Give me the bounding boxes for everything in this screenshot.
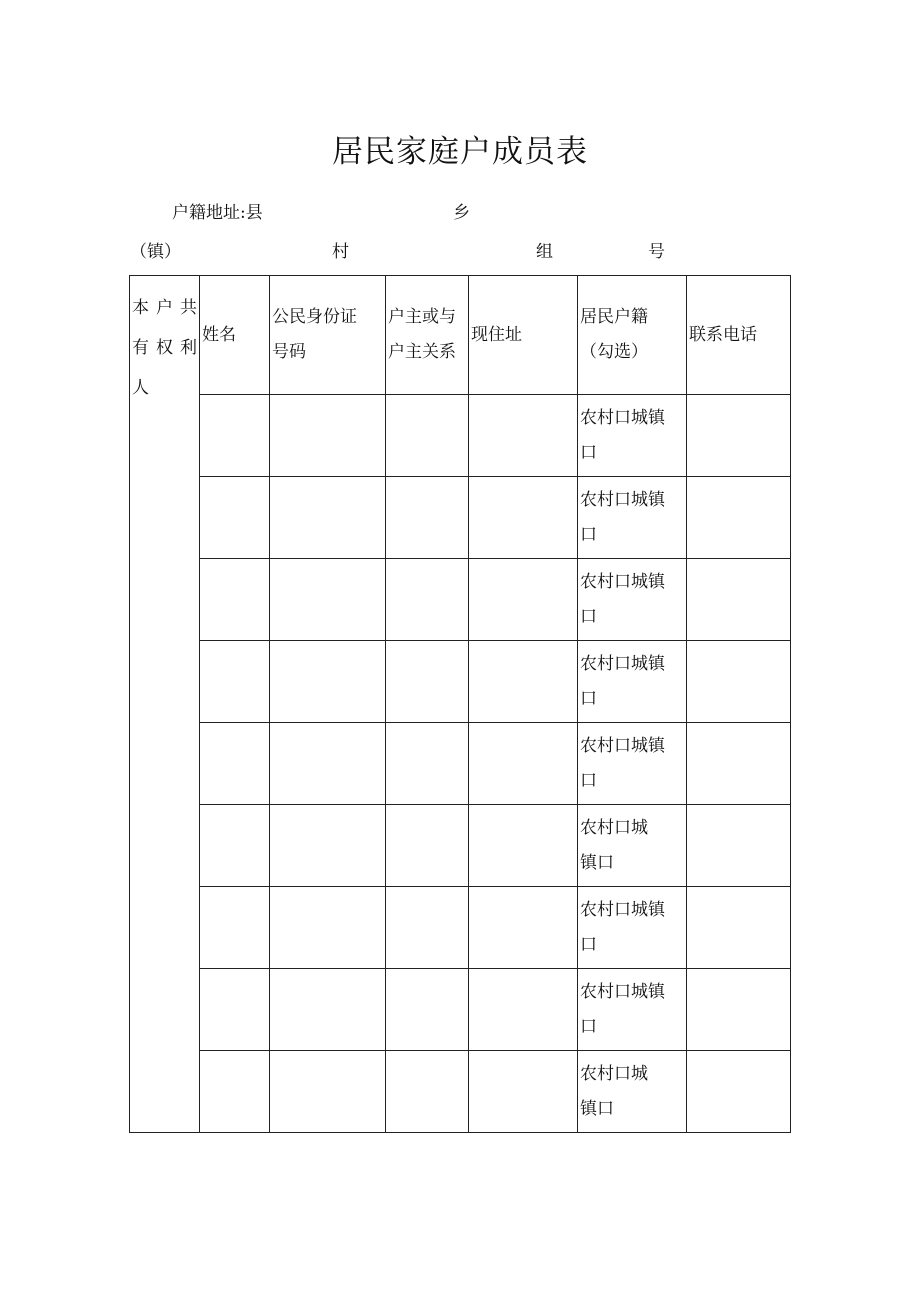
address-cell[interactable] — [469, 1051, 578, 1133]
relation-cell[interactable] — [386, 641, 469, 723]
header-address-text: 现住址 — [471, 324, 522, 345]
address-cun: 村 — [332, 242, 349, 262]
phone-cell[interactable] — [687, 477, 791, 559]
address-cell[interactable] — [469, 723, 578, 805]
header-relation — [386, 276, 469, 395]
hukou-choice-cell[interactable] — [578, 723, 687, 805]
id-number-cell[interactable] — [270, 477, 386, 559]
hukou-choice-line-1: 农村口城镇 — [580, 407, 665, 428]
owner-line-1: 本户共 — [132, 298, 197, 318]
header-hukou-line-2: （勾选） — [580, 342, 648, 362]
id-number-cell[interactable] — [270, 1051, 386, 1133]
id-number-cell[interactable] — [270, 969, 386, 1051]
hukou-choice-line-1: 农村口城 — [580, 1063, 648, 1084]
phone-cell[interactable] — [687, 1051, 791, 1133]
name-cell[interactable] — [200, 969, 270, 1051]
header-name-text: 姓名 — [202, 324, 236, 345]
relation-cell[interactable] — [386, 559, 469, 641]
hukou-choice-line-2: 口 — [580, 934, 597, 955]
id-number-cell[interactable] — [270, 887, 386, 969]
address-zhen: （镇） — [130, 242, 181, 262]
hukou-choice-cell[interactable] — [578, 969, 687, 1051]
header-hukou — [578, 276, 687, 395]
owner-line-2: 有权利 — [132, 338, 197, 358]
phone-cell[interactable] — [687, 805, 791, 887]
phone-cell[interactable] — [687, 641, 791, 723]
header-row — [130, 276, 791, 395]
address-hao: 号 — [648, 242, 665, 262]
header-hukou-line-1: 居民户籍 — [580, 307, 648, 327]
header-address — [469, 276, 578, 395]
hukou-choice-line-2: 口 — [580, 688, 597, 709]
name-cell[interactable] — [200, 1051, 270, 1133]
page-title: 居民家庭户成员表 — [332, 134, 588, 170]
hukou-choice-cell[interactable] — [578, 395, 687, 477]
name-cell[interactable] — [200, 395, 270, 477]
address-cell[interactable] — [469, 477, 578, 559]
phone-cell[interactable] — [687, 559, 791, 641]
relation-cell[interactable] — [386, 395, 469, 477]
hukou-choice-line-2: 口 — [580, 606, 597, 627]
relation-cell[interactable] — [386, 723, 469, 805]
table-row — [130, 1051, 791, 1133]
table-row — [130, 723, 791, 805]
id-number-cell[interactable] — [270, 805, 386, 887]
table-row — [130, 805, 791, 887]
hukou-choice-cell[interactable] — [578, 805, 687, 887]
table-row — [130, 887, 791, 969]
id-number-cell[interactable] — [270, 641, 386, 723]
table-row — [130, 641, 791, 723]
hukou-choice-cell[interactable] — [578, 477, 687, 559]
address-zu: 组 — [536, 242, 553, 262]
relation-cell[interactable] — [386, 969, 469, 1051]
header-name — [200, 276, 270, 395]
hukou-choice-line-2: 口 — [580, 1016, 597, 1037]
hukou-choice-line-2: 口 — [580, 770, 597, 791]
address-xiang: 乡 — [453, 203, 470, 223]
header-relation-line-2: 户主关系 — [388, 342, 456, 362]
id-number-cell[interactable] — [270, 559, 386, 641]
hukou-choice-line-1: 农村口城镇 — [580, 899, 665, 920]
phone-cell[interactable] — [687, 969, 791, 1051]
hukou-choice-cell[interactable] — [578, 559, 687, 641]
id-number-cell[interactable] — [270, 723, 386, 805]
hukou-choice-line-2: 口 — [580, 524, 597, 545]
name-cell[interactable] — [200, 723, 270, 805]
header-phone — [687, 276, 791, 395]
phone-cell[interactable] — [687, 887, 791, 969]
hukou-choice-cell[interactable] — [578, 1051, 687, 1133]
hukou-choice-line-1: 农村口城镇 — [580, 489, 665, 510]
header-id-line-2: 号码 — [272, 342, 306, 362]
address-cell[interactable] — [469, 641, 578, 723]
header-id-number — [270, 276, 386, 395]
header-phone-text: 联系电话 — [689, 324, 757, 345]
hukou-choice-line-1: 农村口城镇 — [580, 571, 665, 592]
name-cell[interactable] — [200, 477, 270, 559]
name-cell[interactable] — [200, 887, 270, 969]
hukou-choice-cell[interactable] — [578, 887, 687, 969]
name-cell[interactable] — [200, 559, 270, 641]
owner-count-cell — [130, 276, 200, 1133]
hukou-choice-line-1: 农村口城镇 — [580, 653, 665, 674]
name-cell[interactable] — [200, 641, 270, 723]
phone-cell[interactable] — [687, 723, 791, 805]
address-cell[interactable] — [469, 805, 578, 887]
table-row — [130, 559, 791, 641]
relation-cell[interactable] — [386, 477, 469, 559]
hukou-choice-line-1: 农村口城镇 — [580, 981, 665, 1002]
hukou-choice-line-2: 镇口 — [580, 1098, 614, 1119]
hukou-choice-line-1: 农村口城 — [580, 817, 648, 838]
header-id-line-1: 公民身份证 — [272, 307, 357, 327]
hukou-choice-line-1: 农村口城镇 — [580, 735, 665, 756]
address-label: 户籍地址:县 — [172, 203, 263, 223]
relation-cell[interactable] — [386, 1051, 469, 1133]
table-row — [130, 395, 791, 477]
owner-line-3: 人 — [132, 378, 149, 398]
hukou-choice-line-2: 口 — [580, 442, 597, 463]
phone-cell[interactable] — [687, 395, 791, 477]
table-row — [130, 969, 791, 1051]
address-cell[interactable] — [469, 887, 578, 969]
address-cell[interactable] — [469, 969, 578, 1051]
household-member-table — [129, 275, 791, 1133]
hukou-choice-cell[interactable] — [578, 641, 687, 723]
relation-cell[interactable] — [386, 805, 469, 887]
table-row — [130, 477, 791, 559]
address-cell[interactable] — [469, 395, 578, 477]
header-relation-line-1: 户主或与 — [388, 307, 456, 327]
name-cell[interactable] — [200, 805, 270, 887]
id-number-cell[interactable] — [270, 395, 386, 477]
address-cell[interactable] — [469, 559, 578, 641]
hukou-choice-line-2: 镇口 — [580, 852, 614, 873]
relation-cell[interactable] — [386, 887, 469, 969]
